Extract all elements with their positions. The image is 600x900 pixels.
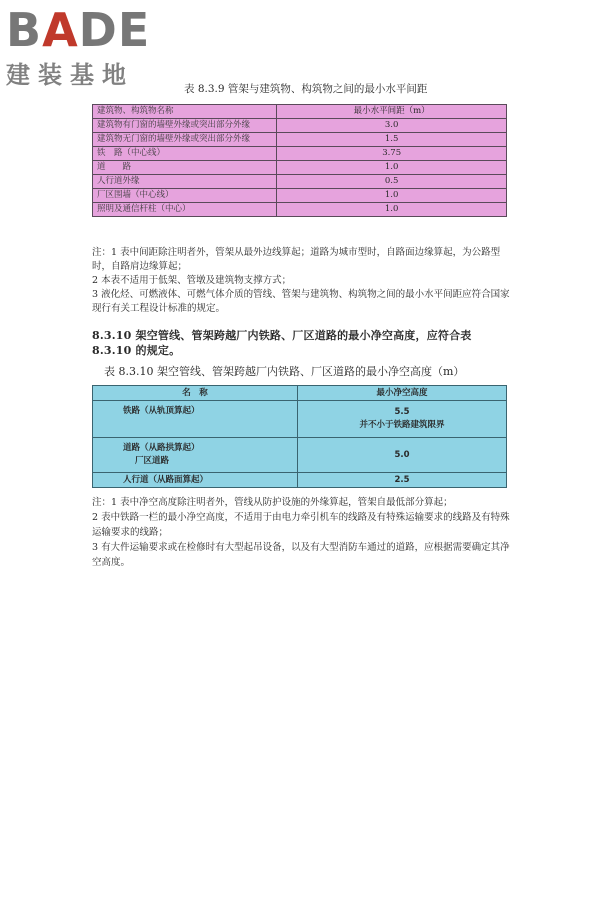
table-row bbox=[93, 473, 507, 488]
table2-notes bbox=[92, 495, 512, 570]
table1-cell-value: 1.0 bbox=[277, 189, 507, 203]
table1-cell-value: 1.0 bbox=[277, 161, 507, 175]
table1-cell-value: 0.5 bbox=[277, 175, 507, 189]
table1-cell-value: 3.75 bbox=[277, 147, 507, 161]
table-row bbox=[93, 189, 507, 203]
table1-cell-name: 道 路 bbox=[93, 161, 277, 175]
note-line: 3 有大件运输要求或在检修时有大型起吊设备，以及有大型消防车通过的道路，应根据需要确定其净空高度。 bbox=[92, 542, 510, 568]
table-row bbox=[93, 133, 507, 147]
logo bbox=[6, 4, 186, 94]
table2-name-sub: 厂区道路 bbox=[135, 456, 170, 466]
table1-cell-value: 1.0 bbox=[277, 203, 507, 217]
logo-wordmark: BADE bbox=[6, 3, 151, 57]
table-row bbox=[93, 401, 507, 438]
table2-header-value: 最小净空高度 bbox=[298, 386, 507, 401]
table1-cell-value: 1.5 bbox=[277, 133, 507, 147]
table1-cell-name: 人行道外缘 bbox=[93, 175, 277, 189]
table-row bbox=[93, 147, 507, 161]
table2-value-main: 5.5 bbox=[394, 407, 410, 417]
logo-chinese-name: 建装基地 bbox=[6, 61, 134, 89]
table2-cell-value bbox=[298, 401, 507, 438]
table1 bbox=[92, 104, 507, 217]
table-row bbox=[93, 175, 507, 189]
table2-title: 表 8.3.10 架空管线、管架跨越厂内铁路、厂区道路的最小净空高度（m） bbox=[104, 365, 465, 378]
table2-cell-value: 2.5 bbox=[298, 473, 507, 488]
table1-title: 表 8.3.9 管架与建筑物、构筑物之间的最小水平间距 bbox=[184, 83, 428, 95]
table-row bbox=[93, 161, 507, 175]
table1-header-value: 最小水平间距（m） bbox=[277, 105, 507, 119]
note-line: 2 表中铁路一栏的最小净空高度，不适用于由电力牵引机车的线路及有特殊运输要求的线路及有特殊运输要求的线路； bbox=[92, 512, 510, 538]
table1-cell-name: 照明及通信杆柱（中心） bbox=[93, 203, 277, 217]
table-row bbox=[93, 119, 507, 133]
note-line: 注：1 表中间距除注明者外，管架从最外边线算起；道路为城市型时，自路面边缘算起，为公路型时，自路肩边缘算起； bbox=[92, 247, 501, 272]
table2-header-name: 名 称 bbox=[93, 386, 298, 401]
table2 bbox=[92, 385, 507, 488]
table1-header-name: 建筑物、构筑物名称 bbox=[93, 105, 277, 119]
table1-header-row bbox=[93, 105, 507, 119]
table1-cell-name: 铁 路（中心线） bbox=[93, 147, 277, 161]
table2-cell-value: 5.0 bbox=[298, 438, 507, 473]
table2-cell-name bbox=[93, 438, 298, 473]
table1-cell-name: 建筑物有门窗的墙壁外缘或突出部分外缘 bbox=[93, 119, 277, 133]
table2-cell-name: 人行道（从路面算起） bbox=[93, 473, 298, 488]
note-line: 3 液化烃、可燃液体、可燃气体介质的管线、管架与建筑物、构筑物之间的最小水平间距应符合国家现行有关工程设计标准的规定。 bbox=[92, 289, 510, 314]
table2-value-note: 并不小于铁路建筑限界 bbox=[359, 420, 445, 430]
table1-cell-name: 厂区围墙（中心线） bbox=[93, 189, 277, 203]
table1-cell-name: 建筑物无门窗的墙壁外缘或突出部分外缘 bbox=[93, 133, 277, 147]
table1-notes bbox=[92, 246, 512, 316]
table2-header-row bbox=[93, 386, 507, 401]
table2-cell-name: 铁路（从轨顶算起） bbox=[93, 401, 298, 438]
table-row bbox=[93, 203, 507, 217]
table2-name-main: 道路（从路拱算起） bbox=[123, 443, 200, 453]
table1-cell-value: 3.0 bbox=[277, 119, 507, 133]
note-line: 2 本表不适用于低架、管墩及建筑物支撑方式； bbox=[92, 275, 292, 286]
table-row bbox=[93, 438, 507, 473]
clause-8-3-10: 8.3.10 架空管线、管架跨越厂内铁路、厂区道路的最小净空高度，应符合表 8.3.10 的规定。 bbox=[92, 329, 472, 357]
note-line: 注：1 表中净空高度除注明者外，管线从防护设施的外缘算起，管架自最低部分算起； bbox=[92, 497, 453, 508]
